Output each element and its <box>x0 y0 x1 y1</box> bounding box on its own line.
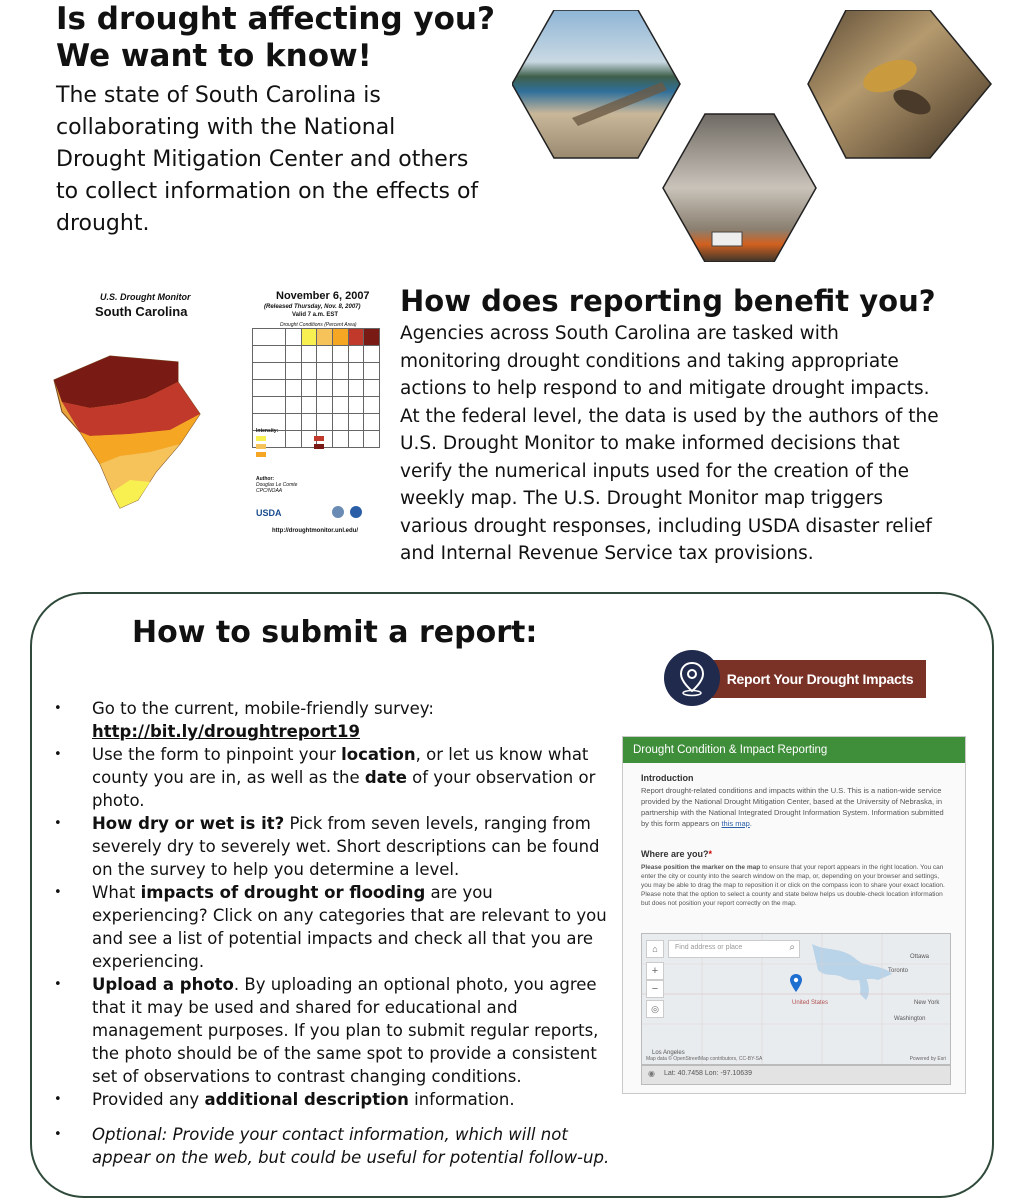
map-label-toronto: Toronto <box>888 968 909 974</box>
dm-date: November 6, 2007 <box>276 290 370 302</box>
intro-text-line: The state of South Carolina is <box>56 83 381 108</box>
dm-released: (Released Thursday, Nov. 8, 2007) <box>264 304 361 310</box>
search-icon[interactable]: ⌕ <box>789 942 795 953</box>
map-label-ottawa: Ottawa <box>910 954 930 960</box>
map-marker-icon[interactable] <box>790 974 802 992</box>
submit-title: How to submit a report: <box>132 615 538 650</box>
form-header: Drought Condition & Impact Reporting <box>623 737 965 763</box>
hexagon-photo-collage <box>512 10 1002 262</box>
coords-bar <box>641 1065 951 1085</box>
locate-icon[interactable]: ◉ <box>648 1069 655 1078</box>
required-asterisk: * <box>708 849 713 859</box>
step-impacts <box>56 881 610 973</box>
map-label-united-states: United States <box>792 1000 829 1006</box>
step-description-text2: information. <box>408 1090 515 1109</box>
dm-url: http://droughtmonitor.unl.edu/ <box>272 528 358 534</box>
benefit-line: Agencies across South Carolina are tasked with <box>400 323 839 344</box>
step-impacts-text: What <box>92 883 141 902</box>
zoom-in-button[interactable]: + <box>646 962 664 980</box>
dm-usda-logo: USDA <box>256 508 282 518</box>
intro-title-line2: We want to know! <box>56 38 372 74</box>
step-description-bold: additional description <box>204 1090 409 1109</box>
map-label-los-angeles: Los Angeles <box>652 1050 685 1056</box>
south-carolina-map <box>50 352 230 512</box>
step-location <box>56 743 610 812</box>
map-powered-by: Powered by Esri <box>909 1056 946 1062</box>
dm-author: Douglas Le Comte <box>256 482 298 488</box>
form-where-title-text: Where are you? <box>641 849 709 859</box>
map-search-input[interactable] <box>668 940 800 958</box>
intro-text-line: to collect information on the effects of <box>56 179 479 204</box>
step-dry-wet-bold: How dry or wet is it? <box>92 814 285 833</box>
dm-intensity-label: Intensity: <box>256 428 279 434</box>
benefit-title: How does reporting benefit you? <box>400 284 936 318</box>
form-intro-link[interactable]: this map <box>721 819 750 828</box>
noaa-logo-icon <box>350 506 362 518</box>
step-impacts-text2: are you experiencing? Click on any categories that are relevant to you and see a list of potential impacts and check all that you are experiencing. <box>92 883 607 971</box>
benefit-text <box>400 320 1000 568</box>
intro-text-line: Drought Mitigation Center and others <box>56 147 469 172</box>
form-intro-text: Report drought-related conditions and impacts within the U.S. This is a nation-wide service provided by the National Drought Mitigation Center, based at the University of Nebraska, in partnership with the National Integrated Drought Information System. Information submitted by this form appears on this map. <box>641 786 944 828</box>
benefit-line: actions to help respond to and mitigate drought impacts. <box>400 378 930 399</box>
benefit-line: At the federal level, the data is used by the authors of the <box>400 405 939 427</box>
step-location-text: Use the form to pinpoint your <box>92 745 342 764</box>
survey-link[interactable]: http://bit.ly/droughtreport19 <box>92 722 360 741</box>
step-location-bold: location <box>341 745 416 764</box>
step-date-bold: date <box>364 768 407 787</box>
submit-steps-list <box>56 697 610 1169</box>
dm-table-title: Drought Conditions (Percent Area) <box>280 322 357 328</box>
step-photo-text: . By uploading an optional photo, you agree that it may be used and shared for educational and management purposes. If you plan to submit regular reports, the photo should be of the same spot to provide a consistent set of observations to contrast changing conditions. <box>92 975 599 1086</box>
step-optional <box>56 1123 610 1169</box>
step-survey-text: Go to the current, mobile-friendly survey: <box>92 699 434 718</box>
dm-valid: Valid 7 a.m. EST <box>292 312 339 318</box>
report-button-label: Report Your Drought Impacts <box>704 660 926 698</box>
benefit-line: verify the numerical inputs used for the creation of the <box>400 460 909 482</box>
benefit-line: monitoring drought conditions and taking appropriate <box>400 350 899 372</box>
lake-photo-hexagon <box>512 10 680 158</box>
map-label-washington: Washington <box>894 1016 926 1022</box>
step-location-text3: of your observation or photo. <box>92 768 596 810</box>
location-pin-icon <box>664 650 720 706</box>
survey-form-preview <box>622 736 966 1094</box>
dm-state: South Carolina <box>95 304 188 319</box>
home-icon[interactable]: ⌂ <box>646 940 664 958</box>
step-impacts-bold: impacts of drought or flooding <box>140 883 426 902</box>
benefit-line: weekly map. The U.S. Drought Monitor map triggers <box>400 488 884 509</box>
compass-icon[interactable]: ◎ <box>646 1000 664 1018</box>
intro-text-line: drought. <box>56 211 150 236</box>
map-attribution: Map data © OpenStreetMap contributors, CC-BY-SA <box>646 1056 763 1062</box>
form-intro-title: Introduction <box>641 773 694 783</box>
form-where-body: to ensure that your report appears in the right location. You can enter the city or county into the search window on the map, or, depending on your browser and settings, you may be able to drag the map to reposition it or click on the compass icon to share your exact location. Please note that the option to select a county and state below helps us double-check location information but does not position your report correctly on the map. <box>641 864 945 907</box>
step-dry-wet <box>56 812 610 881</box>
report-drought-impacts-button[interactable] <box>664 650 926 706</box>
step-description-text: Provided any <box>92 1090 205 1109</box>
dm-author-label: Author: <box>256 476 275 482</box>
benefit-line: U.S. Drought Monitor to make informed decisions that <box>400 433 900 454</box>
form-where-bold: Please position the marker on the map <box>641 864 761 871</box>
dm-author-org: CPC/NOAA <box>256 488 283 494</box>
form-where-text <box>641 863 951 908</box>
map-label-new-york: New York <box>914 1000 940 1006</box>
dm-legend <box>256 436 376 458</box>
intro-text <box>56 80 516 240</box>
form-intro-body: Report drought-related conditions and impacts within the U.S. This is a nation-wide service provided by the National Drought Mitigation Center, based at the University of Nebraska, in partnership with the National Integrated Drought Information System. Information submitted by this form appears on <box>641 786 944 828</box>
step-optional-text: Optional: Provide your contact information, which will not appear on the web, but could be useful for potential follow-up. <box>92 1125 610 1167</box>
step-location-text2: , or let us know what county you are in, as well as the <box>92 745 589 787</box>
benefit-line: and Internal Revenue Service tax provisions. <box>400 543 814 564</box>
map-search-placeholder: Find address or place <box>675 944 743 951</box>
drought-monitor-map-image <box>40 282 385 540</box>
step-photo-bold: Upload a photo <box>92 975 234 994</box>
intro-title-line1: Is drought affecting you? <box>56 1 495 37</box>
zoom-out-button[interactable]: − <box>646 980 664 998</box>
step-survey <box>56 697 610 743</box>
location-map[interactable] <box>641 933 951 1065</box>
coords-readout: Lat: 40.7458 Lon: -97.10639 <box>664 1070 752 1077</box>
intro-text-line: collaborating with the National <box>56 115 396 140</box>
agency-seal-icon <box>332 506 344 518</box>
benefit-line: various drought responses, including USDA disaster relief <box>400 515 932 537</box>
step-dry-wet-text: Pick from seven levels, ranging from severely dry to severely wet. Short descriptions can be found on the survey to help you determine a level. <box>92 814 600 879</box>
step-description <box>56 1088 610 1111</box>
form-where-title <box>641 849 712 859</box>
dm-header: U.S. Drought Monitor <box>100 292 191 302</box>
step-photo <box>56 973 610 1088</box>
